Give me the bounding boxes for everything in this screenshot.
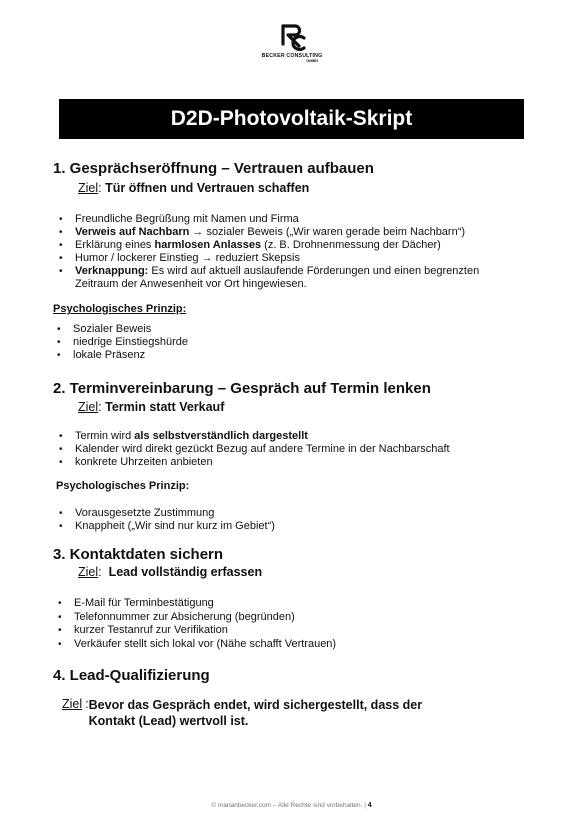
section-1-goal: Ziel: Tür öffnen und Vertrauen schaffen: [78, 181, 310, 195]
list-item: • E-Mail für Terminbestätigung: [54, 597, 454, 611]
section-4-heading: 4. Lead-Qualifizierung: [53, 667, 210, 684]
section-1-principle-label: Psychologisches Prinzip:: [53, 303, 187, 315]
list-item: • Verkäufer stellt sich lokal vor (Nähe schafft Vertrauen): [54, 638, 454, 652]
section-4-goal: Ziel : Bevor das Gespräch endet, wird sichergestellt, dass der Kontakt (Lead) wertvoll ist.: [62, 697, 469, 729]
list-item: • niedrige Einstiegshürde: [53, 336, 353, 349]
goal-label: Ziel: [78, 400, 99, 414]
page-footer: [0, 802, 583, 809]
list-item: • Humor / lockerer Einstieg → reduziert Skepsis: [55, 252, 485, 265]
section-1-goal-text: Tür öffnen und Vertrauen schaffen: [105, 181, 310, 195]
section-2-bullet-list: [55, 430, 495, 469]
section-1-heading: 1. Gesprächseröffnung – Vertrauen aufbauen: [53, 160, 374, 177]
list-item: • Termin wird als selbstverständlich dargestellt: [55, 430, 495, 443]
section-3-goal: Ziel: Lead vollständig erfassen: [78, 565, 263, 579]
document-title-bar: [59, 99, 524, 139]
list-item: • Knappheit („Wir sind nur kurz im Gebiet“): [55, 520, 355, 533]
section-2-principle-label: Psychologisches Prinzip:: [56, 480, 190, 492]
section-1-bullet-list: [55, 213, 485, 291]
page-number: 4: [367, 802, 372, 809]
document-title: D2D-Photovoltaik-Skript: [170, 107, 413, 130]
copyright-text: © marianbecker.com – Alle Rechte sind vorbehalten.: [211, 802, 363, 809]
goal-label: Ziel: [78, 181, 99, 195]
section-3-goal-text: Lead vollständig erfassen: [108, 565, 263, 579]
logo-company-name: BECKER CONSULTING: [261, 53, 323, 59]
section-3-bullet-list: [54, 597, 454, 651]
list-item: • Freundliche Begrüßung mit Namen und Firma: [55, 213, 485, 226]
logo-company-suffix: GMBH: [306, 59, 318, 63]
goal-label: Ziel: [62, 697, 83, 711]
list-item: • lokale Präsenz: [53, 349, 353, 362]
section-4-goal-text: Bevor das Gespräch endet, wird sichergestellt, dass der Kontakt (Lead) wertvoll ist.: [88, 698, 423, 728]
list-item: • Kalender wird direkt gezückt Bezug auf andere Termine in der Nachbarschaft: [55, 443, 495, 456]
becker-consulting-logo-icon: [277, 24, 307, 52]
section-2-goal: Ziel: Termin statt Verkauf: [78, 400, 225, 414]
list-item: • Vorausgesetzte Zustimmung: [55, 507, 355, 520]
footer-separator: |: [364, 802, 366, 809]
section-2-goal-text: Termin statt Verkauf: [105, 400, 225, 414]
list-item: • konkrete Uhrzeiten anbieten: [55, 456, 495, 469]
list-item: • kurzer Testanruf zur Verifikation: [54, 624, 454, 638]
list-item: • Verknappung: Es wird auf aktuell auslaufende Förderungen und einen begrenzten Zeitraum der Anwesenheit vor Ort hingewiesen.: [55, 265, 485, 291]
section-3-heading: 3. Kontaktdaten sichern: [53, 546, 224, 563]
list-item: • Telefonnummer zur Absicherung (begründen): [54, 611, 454, 625]
section-2-principle-list: [55, 507, 355, 533]
company-logo: [256, 24, 328, 63]
section-2-heading: 2. Terminvereinbarung – Gespräch auf Termin lenken: [53, 380, 431, 397]
goal-label: Ziel: [78, 565, 99, 579]
list-item: • Erklärung eines harmlosen Anlasses (z. B. Drohnenmessung der Dächer): [55, 239, 485, 252]
list-item: • Verweis auf Nachbarn → sozialer Beweis („Wir waren gerade beim Nachbarn“): [55, 226, 485, 239]
section-1-principle-list: [53, 323, 353, 362]
list-item: • Sozialer Beweis: [53, 323, 353, 336]
